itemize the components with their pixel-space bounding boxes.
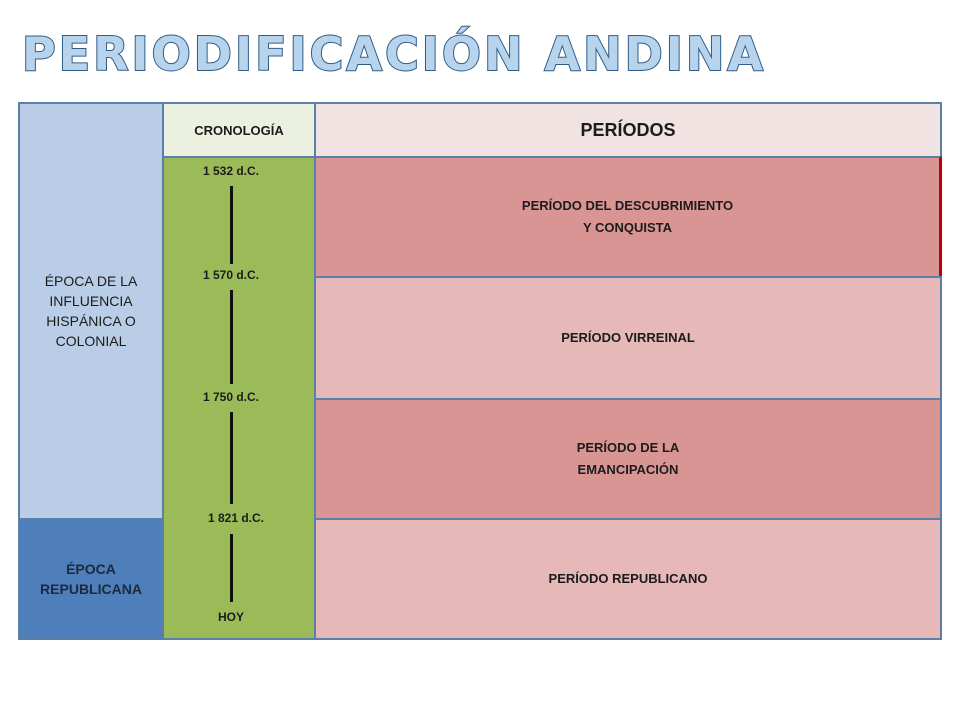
periods-header-label: PERÍODOS [580, 119, 676, 140]
period-emancipation [314, 398, 942, 520]
timeline-segment [230, 290, 233, 384]
epoch-colonial-line: COLONIAL [55, 333, 127, 349]
title-text: PERIODIFICACIÓN ANDINA [22, 27, 766, 81]
epoch-republican-line: REPUBLICANA [40, 581, 142, 597]
page-title [22, 22, 766, 81]
period-line: PERÍODO REPUBLICANO [548, 571, 708, 586]
epoch-colonial-line: INFLUENCIA [49, 293, 133, 309]
epoch-republican [18, 518, 164, 640]
period-republican [314, 518, 942, 640]
period-viceroyalty [314, 276, 942, 400]
epoch-colonial-line: HISPÁNICA O [46, 313, 136, 329]
epoch-colonial [18, 102, 164, 520]
timeline-segment [230, 412, 233, 504]
period-discovery-conquest [314, 156, 942, 278]
date-label: HOY [217, 610, 244, 624]
period-line: Y CONQUISTA [582, 220, 673, 235]
date-label: 1 821 d.C. [207, 511, 265, 525]
period-line: PERÍODO DE LA [576, 440, 680, 455]
period-line: EMANCIPACIÓN [577, 462, 679, 477]
epoch-colonial-line: ÉPOCA DE LA [44, 273, 138, 289]
period-line: PERÍODO VIRREINAL [561, 330, 695, 345]
chronology-header [162, 102, 316, 158]
timeline-segment [230, 534, 233, 602]
date-label: 1 570 d.C. [202, 268, 260, 282]
timeline-segment [230, 186, 233, 264]
period-line: PERÍODO DEL DESCUBRIMIENTO [521, 198, 734, 213]
chronology-header-label: CRONOLOGÍA [194, 122, 284, 138]
date-label: 1 532 d.C. [202, 164, 260, 178]
periods-header [314, 102, 942, 158]
epoch-republican-line: ÉPOCA [66, 561, 116, 577]
date-label: 1 750 d.C. [202, 390, 260, 404]
